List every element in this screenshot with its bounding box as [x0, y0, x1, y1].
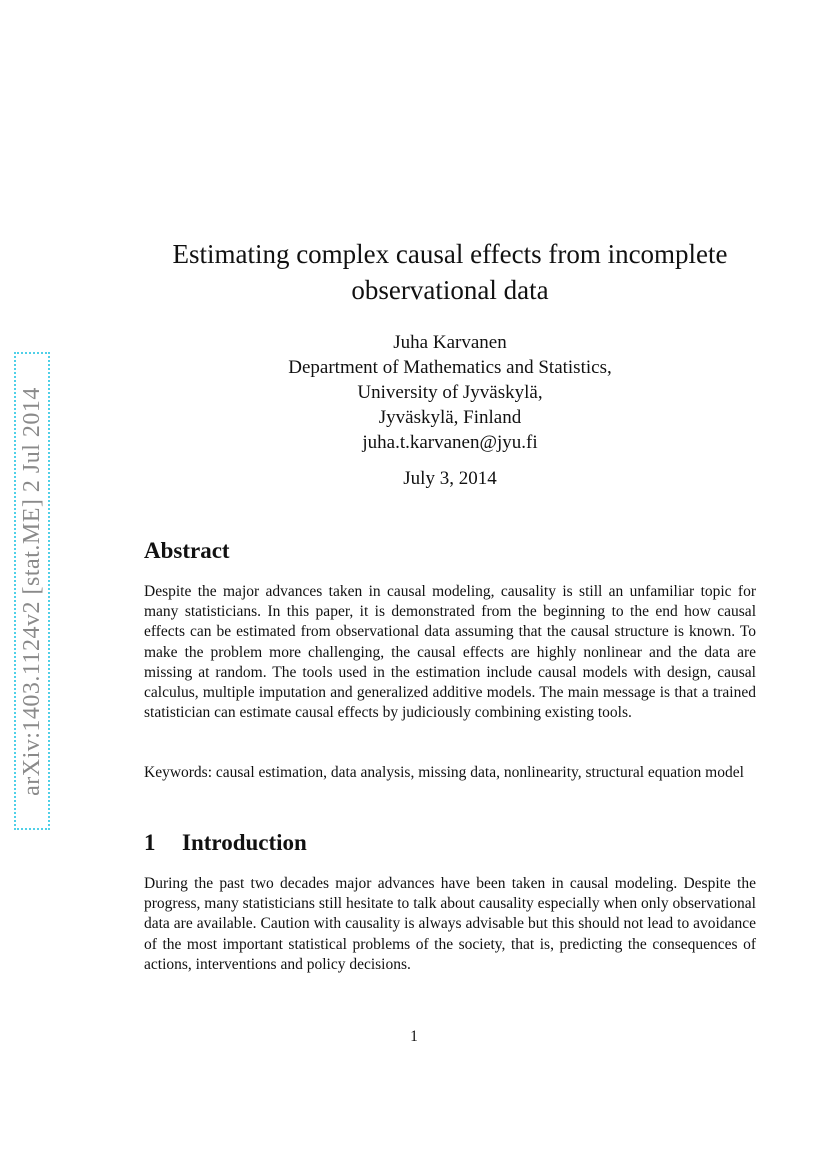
section-heading-introduction — [144, 830, 307, 856]
author-block — [120, 330, 780, 455]
section-number: 1 — [144, 830, 156, 855]
keywords: Keywords: causal estimation, data analysis, missing data, nonlinearity, structural equation model — [144, 764, 744, 781]
author-email: juha.t.karvanen@jyu.fi — [362, 432, 538, 453]
author-university: University of Jyväskylä, — [357, 382, 543, 403]
title-line-2: observational data — [351, 275, 549, 305]
page-number: 1 — [410, 1028, 418, 1045]
arxiv-stamp — [14, 352, 50, 830]
author-name: Juha Karvanen — [393, 332, 507, 353]
introduction-paragraph: During the past two decades major advances have been taken in causal modeling. Despite the progress, many statisticians still hesitate to talk about causality especially when only observational data are available. Caution with causality is always advisable but this should not lead to avoidance of the most important statistical problems of the society, that is, predicting the consequences of actions, interventions and policy decisions. — [144, 875, 756, 973]
paper-title — [120, 236, 780, 308]
author-location: Jyväskylä, Finland — [378, 407, 522, 428]
section-title: Introduction — [182, 830, 307, 855]
author-department: Department of Mathematics and Statistics, — [288, 357, 612, 378]
arxiv-identifier: arXiv:1403.1124v2 [stat.ME] 2 Jul 2014 — [18, 386, 45, 796]
title-line-1: Estimating complex causal effects from incomplete — [172, 239, 728, 269]
abstract-text: Despite the major advances taken in causal modeling, causality is still an unfamiliar topic for many statisticians. In this paper, it is demonstrated from the beginning to the end how causal effects can be estimated from observational data assuming that the causal structure is known. To make the problem more challenging, the causal effects are highly nonlinear and the data are missing at random. The tools used in the estimation include causal models with design, causal calculus, multiple imputation and generalized additive models. The main message is that a trained statistician can estimate causal effects by judiciously combining existing tools. — [144, 583, 756, 722]
abstract-heading: Abstract — [144, 538, 230, 563]
paper-date: July 3, 2014 — [403, 468, 497, 489]
